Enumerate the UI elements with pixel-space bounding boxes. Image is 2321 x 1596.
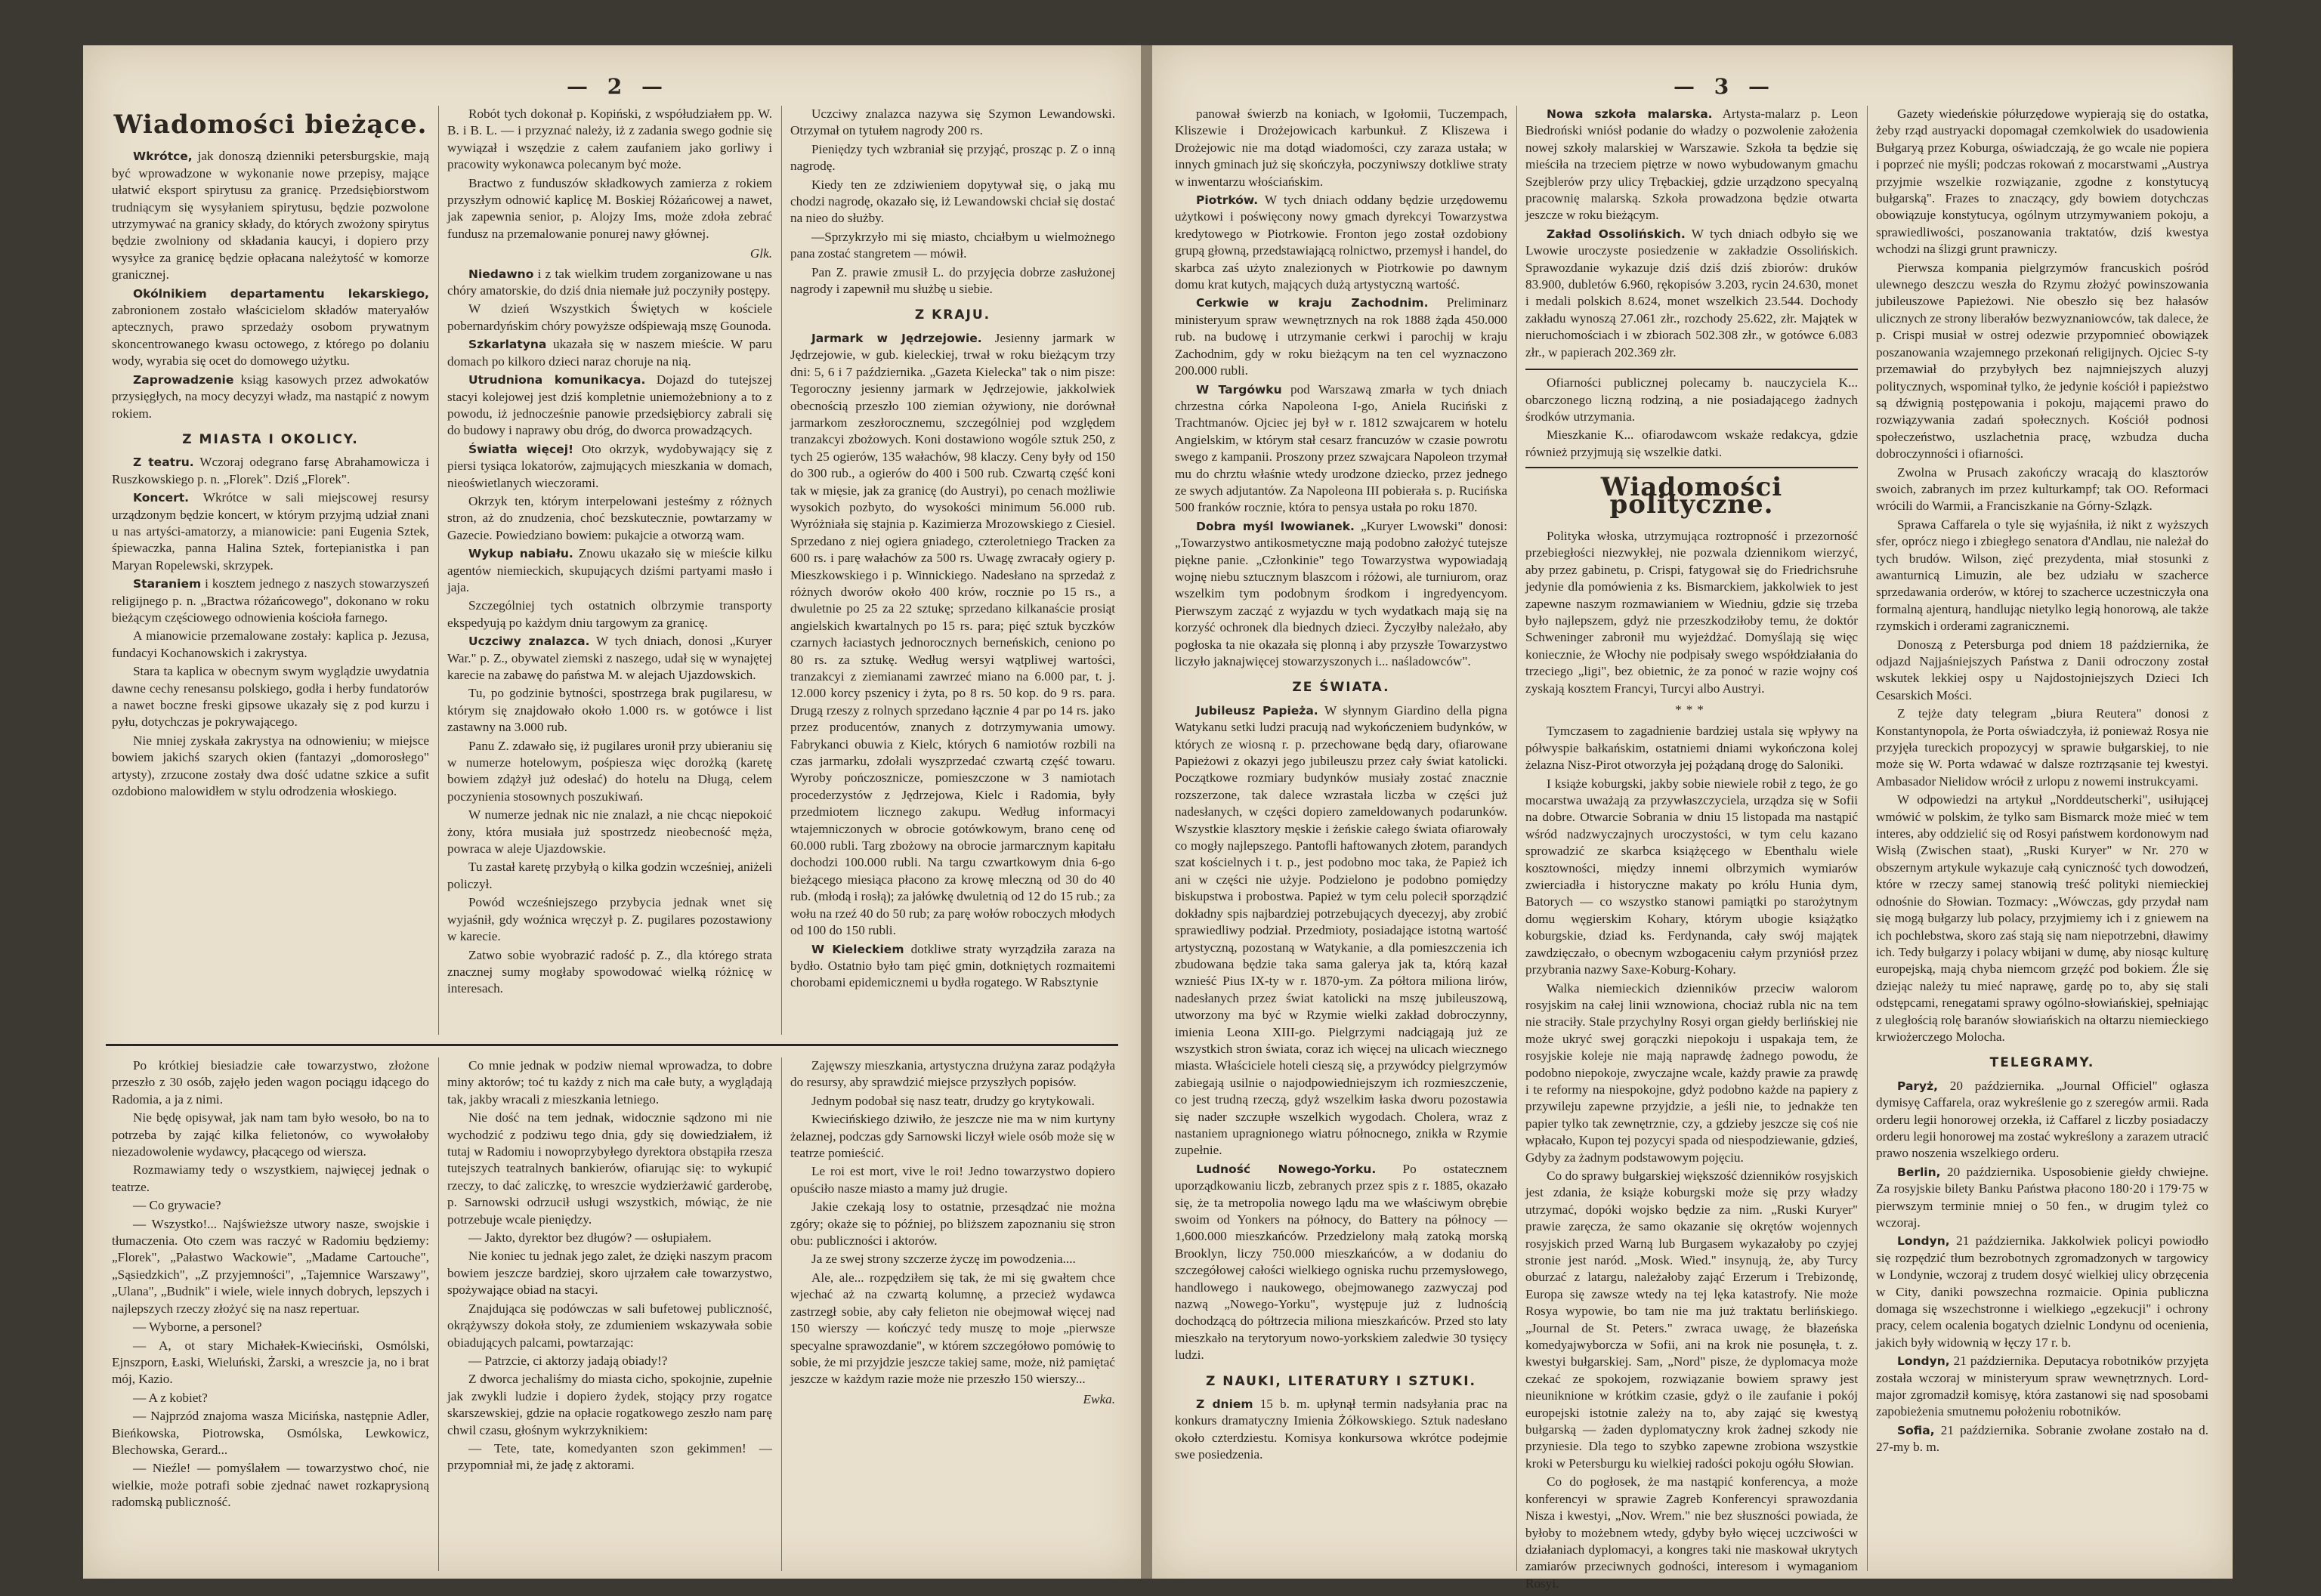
news-paragraph — [112, 576, 429, 626]
news-text: W tych dniach oddany będzie urzędowemu użytkowi i poświęcony nowy gmach dyrekcyi Towarzystwa kredytowego w Piotrkowie. Fronton jego został ozdobiony grupą głowną, przedstawiającą rolnictwo, przemysł i handel, do skarbca zaś użyto znalezionych w Piotrkowie po dawnym domu krat kutych, mających dużą artystyczną wartość. — [1175, 193, 1507, 292]
news-text: i kosztem jednego z naszych stowarzyszeń religijnego p. n. „Bractwa różańcowego", dokonano w roku bieżącym częściowego odnowienia kościoła farnego. — [112, 576, 429, 625]
news-paragraph — [1175, 1396, 1507, 1464]
news-text: W dzień Wszystkich Świętych w kościele pobernardyńskim chóry powyższe odśpiewają mszę Gounoda. — [447, 301, 772, 333]
news-paragraph — [447, 493, 772, 544]
news-keyword: Londyn, — [1897, 1234, 1950, 1249]
news-paragraph — [1876, 1164, 2208, 1232]
news-keyword: Z teatru. — [133, 455, 194, 470]
news-paragraph — [1876, 705, 2208, 790]
news-paragraph — [447, 106, 772, 174]
news-text: Sprawa Caffarela o tyle się wyjaśniła, iż nikt z wyższych sfer, oprócz niego i zbiegłego senatora d'Andlau, nie należał do tych brudów. Wilson, zięć prezydenta, miał stosunki z awanturnicą Limuzin, ale bez udziału w szacherce sprzedawania orderów, w której to szacherce uczestniczyła ona formalną ajenturą, handlując nietylko legią honorową, ale także rzymskich i orderami zagranicznemi. — [1876, 517, 2208, 634]
news-paragraph — [112, 628, 429, 662]
feuilleton-paragraph: Jednym podobał się nasz teatr, drudzy go krytykowali. — [811, 1093, 1095, 1108]
news-text: Tymczasem to zagadnienie bardziej ustala się wpływy na półwyspie bałkańskim, ostatniemi dniami wykończona kolej żelazna Nisz-Pirot otworzyła jej pożądaną drogę do Saloniki. — [1525, 724, 1858, 773]
news-paragraph — [447, 441, 772, 492]
page-gutter — [1141, 45, 1152, 1579]
feuilleton-paragraph: Jakie czekają losy to ostatnie, przesądzać nie można zgóry; okaże się to później, po bliższem zapoznaniu się stron obu: publiczności i aktorów. — [790, 1199, 1115, 1249]
news-keyword: Paryż, — [1897, 1079, 1939, 1093]
news-keyword: Niedawno — [468, 267, 534, 281]
news-paragraph — [447, 301, 772, 335]
news-text: 21 października. Jakkolwiek policyi powiodło się rozpędzić tłum bezrobotnych zgromadzonych w targowicy w Londynie, wczoraj z trudem dosyć wielkiej ulicy obrzęcenia w City, daniki powszechna rozmaicie. Opinia publiczna domaga się wszechstronne i wielkiego „egzekucji" i ochrony pracy, celem ocalenia bogatych dzielnic Londynu od ocenienia, jakich były widownią w łęczy 17 r. b. — [1876, 1233, 2208, 1350]
news-paragraph — [447, 633, 772, 684]
news-paragraph — [1525, 106, 1858, 224]
news-keyword: Dobra myśl lwowianek. — [1196, 519, 1355, 533]
news-text: Tu, po godzinie bytności, spostrzega brak pugilaresu, w którym się znajdowało około 1.000 rs. w gotówce i list zastawny na 3.000 rub. — [447, 686, 772, 735]
news-keyword: Sofia, — [1897, 1423, 1935, 1437]
news-paragraph — [790, 264, 1115, 298]
news-text: Tu zastał karetę przybyłą o kilka godzin wcześniej, aniżeli policzył. — [447, 860, 772, 891]
feuilleton-paragraph: — Patrzcie, ci aktorzy jadają obiady!? — [468, 1353, 668, 1368]
feuilleton-paragraph: Po krótkiej biesiadzie całe towarzystwo, złożone przeszło z 30 osób, zajęło jeden wagon pociągu idącego do Radomia, a ja z nimi. — [112, 1058, 429, 1107]
news-text: A mianowicie przemalowane zostały: kaplica p. Jezusa, fundacyi Kochanowskich i zakrystya. — [112, 628, 429, 660]
news-text: ksiąg kasowych przez adwokatów przysięgłych, na mocy decyzyi władz, ma nastąpić z nowym rokiem. — [112, 372, 429, 421]
feuilleton-paragraph: — Najprzód znajoma wasza Micińska, następnie Adler, Bieńkowska, Piotrowska, Osmólska, Lewkowicz, Blechowska, Gerard... — [112, 1409, 429, 1457]
masthead-political-news: Wiadomości polityczne. — [1600, 472, 1783, 520]
right-column-1 — [1175, 106, 1507, 1571]
news-paragraph — [1876, 637, 2208, 705]
news-paragraph — [1525, 723, 1858, 773]
news-paragraph — [447, 336, 772, 370]
feuilleton-paragraph: Nie będę opisywał, jak nam tam było wesoło, bo na to potrzeba by zająć kilka felietonów, co wywołałoby niezadowolenie wydawcy, płacącego od wiersza. — [112, 1110, 429, 1159]
news-text: Wczoraj odegrano farsę Abrahamowicza i Ruszkowskiego p. n. „Florek". Dziś „Florek". — [112, 455, 429, 486]
news-text: Stara ta kaplica w obecnym swym wyglądzie uwydatnia dawne cechy renesansu polskiego, godła i herby fundatorów a nawet boczne freski gipsowe ukazały się z pod kurzu i pyłu, dotychczas je pokrywającego. — [112, 664, 429, 730]
feuilleton-paragraph: — Jakto, dyrektor bez długów? — osłupiałem. — [468, 1230, 712, 1246]
news-text: 21 października. Deputacya robotników przyjęta została wczoraj w ministeryum spraw wewnętrznych. Lord-major zgromadził komisyę, która zastanowi się nad sposobami zapobieżenia smutnemu położeniu robotników. — [1876, 1354, 2208, 1419]
news-paragraph — [447, 807, 772, 857]
left-column-3 — [790, 106, 1115, 1035]
feuilleton-rule — [106, 1044, 1118, 1046]
news-paragraph — [447, 597, 772, 631]
news-paragraph — [112, 372, 429, 422]
news-text: 20 października. „Journal Officiel" ogłasza dymisyę Caffarela, oraz wykreślenie go z szeregów armii. Rada orderu legii honorowej orzekła, iż Caffarel z liczby posiadaczy orderu legii honorowej ma zostać wykreślony a zarazem utracić prawo noszenia wszelkiego orderu. — [1876, 1078, 2208, 1161]
feuilleton-paragraph: Nie koniec tu jednak jego zalet, że dzięki naszym pracom bowiem jeszcze bardziej, skoro ujrzałem całe towarzystwo, spożywające obiad na stacyi. — [447, 1249, 772, 1298]
news-text: pod Warszawą zmarła w tych dniach chrzestna córka Napoleona I-go, Aniela Ruciński z Trachtmanów. Ojciec jej był w r. 1812 szwajcarem w hotelu Angielskim, w którym stał cesarz francuzów w czasie powrotu swego z kampanii. Proszony przez szwajcara Napoleon trzymał mu do chrztu właśnie wtedy urodzone dziecko, przez jednego ze swych adjutantów. Za Napoleona III pobierała s. p. Rucińska 500 franków rocznie, która to pensya ustała po roku 1870. — [1175, 381, 1507, 515]
news-text: W numerze jednak nic nie znalazł, a nie chcąc niepokoić żony, która musiała już spostrzedz nieobecność męża, powraca w aleje Ujazdowskie. — [447, 807, 772, 857]
news-keyword: Staraniem — [133, 577, 202, 591]
masthead-current-news: Wiadomości bieżące. — [113, 110, 428, 140]
right-column-3 — [1876, 106, 2208, 1571]
news-keyword: Szkarlatyna — [468, 338, 547, 352]
news-keyword: Berlin, — [1897, 1165, 1941, 1179]
news-paragraph — [790, 330, 1115, 940]
feuilleton-paragraph: — Nieźle! — pomyślałem — towarzystwo choć, nie wielkie, może potrafi sobie zjednać nawet rozkaprysioną radomską publiczność. — [112, 1461, 429, 1510]
news-keyword: Z dniem — [1196, 1397, 1253, 1412]
left-page — [83, 45, 1141, 1579]
news-text: Pieniędzy tych wzbraniał się przyjąć, prosząc p. Z o inną nagrodę. — [790, 141, 1115, 174]
news-text: dotkliwe straty wyrządziła zaraza na bydło. Ostatnio było tam pięć gmin, dotkniętych rozmaitemi chorobami epidemicznemi u bydła rogatego. W Rabsztynie — [790, 941, 1115, 990]
news-paragraph — [1525, 1474, 1858, 1592]
news-keyword: Koncert. — [133, 491, 190, 505]
news-paragraph — [1175, 518, 1507, 671]
news-paragraph — [447, 947, 772, 998]
news-keyword: Cerkwie w kraju Zachodnim. — [1196, 296, 1429, 310]
news-paragraph — [1175, 381, 1507, 517]
news-paragraph — [1876, 1422, 2208, 1456]
news-text: Preliminarz ministeryum spraw wewnętrznych na rok 1888 żąda 450.000 rub. na budowę i utrzymanie cerkwi i parochij w kraju Zachodnim, gdy w roku bieżącym na ten cel wyznaczono 200.000 rubli. — [1175, 295, 1507, 378]
news-paragraph — [790, 229, 1115, 263]
notice-text: Ofiarności publicznej polecamy b. nauczyciela K... obarczonego liczną rodziną, a nie posiadającego żadnych środków utrzymania. — [1525, 375, 1858, 424]
news-text: i z tak wielkim trudem zorganizowane u nas chóry amatorskie, do dziś dnia niemałe już poczyniły postępy. — [447, 266, 772, 298]
feuilleton-column-1 — [112, 1057, 429, 1571]
feuilleton-column-2 — [447, 1057, 772, 1571]
notice-text: Mieszkanie K... ofiarodawcom wskaże redakcya, gdzie również przyjmują się wszelkie datki. — [1525, 428, 1858, 459]
news-text: Szczególniej tych ostatnich olbrzymie transporty ekspedyują po każdym dniu targowym za granicę. — [447, 598, 772, 630]
feuilleton-paragraph: Zajęwszy mieszkania, artystyczna drużyna zaraz podążyła do resursy, aby sprawdzić miejsce przyszłych popisów. — [790, 1058, 1115, 1090]
news-paragraph — [112, 733, 429, 801]
feuilleton-column-3 — [790, 1057, 1115, 1571]
notice-box — [1525, 369, 1858, 468]
news-text: Panu Z. zdawało się, iż pugilares uronił przy ubieraniu się w numerze hotelowym, pośpiesza więc dorożką (karetę bowiem zdążył już odesłać) do hotelu na Długą, celem poczynienia stosownych poszukiwań. — [447, 738, 772, 804]
news-keyword: Zaprowadzenie — [133, 372, 234, 387]
news-paragraph — [1175, 295, 1507, 379]
news-text: Polityka włoska, utrzymująca roztropność i przezorność przebiegłości niezwykłej, nie pozwala dziennikom wierzyć, aby przez gabinetu, p. Crispi, fatygował się do Friedrichsruhe jedynie dla pomówienia z ks. Bismarckiem, jakkolwiek to jest zapewne naszym rozmawianiem w Wiedniu, gdzie się trzeba było najlepszem, gdyż nie przeszkodziłoby temu, że doktór Schweninger zabronił mu wyjeżdżać. Domyślają się więc koniecznie, że Włochy nie podpisały swego współdziałania do trzeciego „ligi", bez obietnic, że za ponoć w razie wojny coś zyskają kosztem Francyi, Turcyi albo Austryi. — [1525, 528, 1858, 696]
news-keyword: Jarmark w Jędrzejowie. — [811, 331, 982, 345]
news-text: Z tejże daty telegram „biura Reutera" donosi z Konstantynopola, że Porta oświadczyła, iż ponieważ Rosya nie przyjęła tureckich propozycyj w sprawie bułgarskiej, to nie może się W. Porta wdawać w dalsze roztrząsanie tej kwestyi. Ambasador Nielidow wrócił z urlopu z nowemi instrukcyami. — [1876, 706, 2208, 789]
news-text: W tych dniach odbyło się we Lwowie uroczyste posiedzenie w zakładzie Ossolińskich. Sprawozdanie wykazuje dziś dziś dziś zbiorów: druków 83.900, dubletów 6.960, rękopisów 3.203, rycin 24.630, monet i medali polskich 8.624, monet wszelkich 23.544. Dochody zakładu wynoszą 27.061 złr., rozchody 25.622, złr. Majątek w nieruchomościach i w zbiorach 502.308 złr., w gotówce 6.083 złr., w papierach 202.369 złr. — [1525, 226, 1858, 360]
news-text: „Kuryer Lwowski" donosi: „Towarzystwo antikosmetyczne mają podobno założyć tutejsze piękne panie. „Członkinie" tego Towarzystwa wypowiadają wojnę niebu sztucznym blaszcom i różowi, ale turniurom, oraz wszelkim tym podobnym środkom i ingredyencyom. Pierwszym zacząć z wyjazdu w tych wydatkach mają się na korzyść ochronek dla biednych dzieci. Życzyłby należało, aby pogłoska ta nie okazała się plonną i aby przyszłe Towarzystwo liczyło jaknajwięcej stowarzyszonych i... naśladowców". — [1175, 518, 1507, 668]
section-heading: Z MIASTA I OKOLICY. — [182, 431, 359, 447]
news-text: Okrzyk ten, którym interpelowani jesteśmy z różnych stron, aż do znudzenia, choć bezskutecznie, powtarzamy w Gazecie. Powiedziano bowiem: pukajcie a otworzą wam. — [447, 493, 772, 542]
news-text: Po ostatecznem uporządkowaniu liczb, zebranych przez spis z r. 1885, okazało się, że ta metropolia nowego lądu ma we właściwym obrębie swoim od Yonkers na północy, do Battery na północy — 1,600.000 mieszkańców. Przedzielony małą zatoką morską Brooklyn, liczy 750.000 mieszkańców, a w dodaniu do szczegółowej całości wielkiego ogniska ruchu przemysłowego, handlowego i naukowego, obejmowanego zazwyczaj pod nazwą „Nowego-Yorku", występuje już z ludnością dochodzącą do półtrzecia miliona mieszkańców. Przed sto laty mieszkało na terytoryum nowo-yorkskiem zaledwie 30 tysięcy ludzi. — [1175, 1161, 1507, 1363]
news-text: jak donoszą dzienniki petersburgskie, mają być wprowadzone w wykonanie nowe przepisy, mające ułatwić eksport spirytusu za granicę. Przedsiębiorstwom trudniącym się wysyłaniem spirytusu, będzie pozwolone utrzymywać na granicy składy, do których zwożony spirytus będzie zwolniony od składania kaucyi, i dopiero przy wysyłce za granicę będzie opłacana należytość w komorze granicznej. — [112, 149, 429, 282]
column-divider — [781, 1057, 782, 1571]
news-paragraph — [447, 372, 772, 440]
news-keyword: Nowa szkoła malarska. — [1547, 107, 1713, 121]
news-text: Oto okrzyk, wydobywający się z piersi tysiąca lokatorów, zajmujących mieszkania w domach, nieoświetlanych wieczorami. — [447, 441, 773, 490]
news-keyword: Piotrków. — [1196, 193, 1259, 208]
page-number-left: — 2 — — [567, 74, 669, 99]
column-divider — [1867, 106, 1868, 1571]
news-paragraph — [447, 266, 772, 300]
news-paragraph — [1876, 792, 2208, 1045]
feuilleton-paragraph: — A z kobiet? — [133, 1390, 208, 1405]
feuilleton-paragraph: — Co grywacie? — [133, 1198, 221, 1213]
news-text: Znowu ukazało się w mieście kilku agentów niemieckich, skupujących dziśmi partyami masło i jaja. — [447, 546, 773, 594]
news-keyword: W Kieleckiem — [811, 942, 904, 956]
news-text: Zatwo sobie wyobrazić radość p. Z., dla którego strata znacznej sumy mogłaby spowodować wielką różnicę w interesach. — [447, 947, 772, 996]
news-text: Artysta-malarz p. Leon Biedroński wniósł podanie do władzy o pozwolenie założenia nowej szkoły malarskiej w Warszawie. Szkoła ta będzie się mieściła na trzeciem piętrze w nowo wybudowanym gmachu Szejblerów przy ulicy Trębackiej, gdzie urządzono specyalną pracownię malarską. Szkoła prowadzona będzie otwarta jeszcze w roku bieżącym. — [1525, 107, 1858, 223]
news-paragraph — [447, 859, 772, 893]
news-keyword: Uczciwy znalazca. — [468, 634, 590, 649]
news-text: Pan Z. prawie zmusił L. do przyjęcia dobrze zasłużonej nagrody i zapewnił mu służbę u siebie. — [790, 264, 1115, 297]
news-paragraph — [1525, 528, 1858, 697]
news-text: Wkrótce w sali miejscowej resursy urządzonym będzie koncert, w którym przyjmą udział znani u nas artyści-amatorzy, a mianowicie: pani Eugenia Sztek, śpiewaczka, panna Halina Sztek, fortepianistka i pan Maryan Ropelewski, skrzypek. — [112, 490, 429, 573]
news-paragraph — [1876, 106, 2208, 258]
news-paragraph — [112, 286, 429, 370]
news-keyword: Wykup nabiału. — [468, 547, 573, 561]
left-column-1 — [112, 106, 429, 1035]
news-paragraph — [1525, 980, 1858, 1166]
news-keyword: Ludność Nowego-Yorku. — [1196, 1162, 1377, 1176]
news-text: panował świerzb na koniach, w Igołomii, Tuczempach, Kliszewie i Drożejowicach karbunkuł. Z Kliszewa i Drożejowic nie ma dotąd wiadomości, czy zaraza ustała; w innych gminach już się skończyła, poczyniwszy dotkliwe straty w inwentarzu włościańskim. — [1175, 107, 1507, 189]
section-heading: Z NAUKI, LITERATURY I SZTUKI. — [1205, 1373, 1477, 1389]
news-text: Uczciwy znalazca nazywa się Szymon Lewandowski. Otrzymał on tytułem nagrody 200 rs. — [790, 107, 1115, 138]
feuilleton-paragraph: Z dworca jechaliśmy do miasta cicho, spokojnie, zupełnie jak zwykli ludzie i dopiero żydek, stojący przy rogatce skarszewskiej, gdzie na opłacie rogatkowego zeszło nam parę chwil czasu, głośnym wykrzyknikiem: — [447, 1372, 772, 1437]
right-column-2 — [1525, 106, 1858, 1591]
author-signature: Glk. — [749, 246, 772, 261]
feuilleton-paragraph: — Tete, tate, komedyanten szon gekimmen! — przypomniał mi, że jadę z aktorami. — [447, 1440, 772, 1473]
news-text: W tych dniach, donosi „Kuryer War." p. Z., obywatel ziemski z naszego, udał się w wynajętej karecie na zabawę do państwa M. w alejach Ujazdowskich. — [447, 634, 772, 682]
feuilleton-paragraph: — Wyborne, a personel? — [133, 1320, 262, 1335]
news-paragraph — [1876, 517, 2208, 635]
page-number-right: — 3 — — [1674, 74, 1776, 99]
news-paragraph — [447, 685, 772, 736]
news-paragraph — [112, 489, 429, 574]
feuilleton-signature: Ewka. — [1083, 1391, 1115, 1406]
news-text: I książe koburgski, jakby sobie niewiele robił z tego, że go mocarstwa uważają za przywłaszczyciela, urządza się w Sofii na dobre. Otwarcie Sobrania w dniu 15 listopada ma nastąpić wśród nadzwyczajnych uroczystości, w tym celu kazano sprowadzić ze skarbca książęcego w Ebenthalu wiele kosztowności, między innemi olbrzymich wymiarów zwierciadła i historyczne makaty po królu Hunia dym, Batorych — co wszystko stanowi pamiątki po starożytnym domu węgierskim Kohary, którym ubogie książątko koburgskie, dziad ks. Ferdynanda, cały swój majątek zawdzięczało, o obecnym wzbogaceniu całym przyniósł przez przybrania nazwy Saxe-Koburg-Kohary. — [1525, 776, 1858, 977]
news-text: Bractwo z funduszów składkowych zamierza z rokiem przyszłym odnowić kaplicę M. Boskiej Różańcowej a nawet, jak zapewnia senior, p. Alojzy Ims, może zdoła zebrać fundusz na przemalowanie ponurej nawy głównej. — [447, 175, 772, 241]
news-text: ukazała się w naszem mieście. W paru domach po kilkoro dzieci naraz choruje na nią. — [447, 337, 772, 369]
news-text: Zwolna w Prusach zakończy wracają do klasztorów swoich, zabranych im przez kulturkampf; tak OO. Reformaci wrócili do Warmii, a Franciszkanie na Górny-Szlązk. — [1876, 465, 2208, 514]
news-paragraph — [1876, 465, 2208, 515]
news-text: Pierwsza kompania pielgrzymów francuskich pośród ulewnego deszczu weszła do Rzymu złożyć powinszowania jubileuszowe Papieżowi. Nie obeszło się bez hałasów ulicznych ze strony liberałów bezwyznaniowców, tak dalece, że p. Crispi musiał w ostrej odezwie przypomnieć obowiązek poszanowania wzajemnego przekonań religijnych. Ojciec S-ty przemawiał do przybyłych bez najmniejszych aluzyj politycznych, wspominał tylko, że jedynie kościół i papieżstwo są dźwignią postępowania i pokoju, mającemi prawo do rozwiązywania zadań społecznych. Kościół podnosi społeczeństwo, uszlachetnia pracę, wzbudza ducha dobroczynności i ofiarności. — [1876, 260, 2208, 462]
news-paragraph — [1876, 260, 2208, 463]
feuilleton-paragraph: Co mnie jednak w podziw niemal wprowadza, to dobre miny aktorów; toć tu każdy z nich ma całe buty, a wyglądają tak, jakby wracali z mieszkania letniego. — [447, 1058, 772, 1107]
feuilleton-paragraph: Ale, ale... rozpędziłem się tak, że mi się gwałtem chce wjechać aż na czwartą kolumnę, a przecież wydawca zastrzegł sobie, aby cały felieton nie obejmował więcej nad 150 wierszy — kończyć tedy muszę to moje „pierwsze specyalne sprawozdanie", w którem szczegółowo pomówię to sobie, że mi przyjdzie jeszcze takiej same, może, niż pamiętać jeszcze w każdym razie może nie przeszło 150 wierszy... — [790, 1270, 1115, 1387]
news-paragraph — [1876, 1353, 2208, 1421]
news-text: Co do pogłosek, że ma nastąpić konferencya, a może konferencyi w sprawie Zagreb Konferencyi sprawozdania Nisza i kwestyi, „Nov. Wrem." nie bez słuszności powiada, że byłoby to możebnem wtedy, gdyby było więcej uczciwości w działaniach dyplomacyi, a kongres taki nie maskował ukrytych zamiarów przeciwnych godności, interesom i wymaganiom Rosyi. — [1525, 1474, 1858, 1591]
feuilleton-paragraph: Nie dość na tem jednak, widocznie sądzono mi nie wychodzić z podziwu tego dnia, gdy się dowiedziałem, iż tutaj w Radomiu i nowoprzybyłego dyrektora obstąpiła rzesza tutejszych teatralnych bankierów, ofiarując się: to wykupić rzeczy, to dać zaliczkę, to wreszcie wydzierżawić garderobę, p. Sarnowski odrzucił usługi wszystkich, mówiąc, że nie potrzebuje wcale pieniędzy. — [447, 1110, 772, 1227]
news-text: Donoszą z Petersburga pod dniem 18 października, że odjazd Najjaśniejszych Państwa z Danii odroczony został wskutek lekkiej ospy u Najdostojniejszych Dzieci Ich Cesarskich Mości. — [1876, 637, 2208, 702]
news-paragraph — [1876, 1233, 2208, 1351]
column-divider — [438, 1057, 439, 1571]
news-paragraph — [790, 177, 1115, 227]
feuilleton-paragraph: — A, ot stary Michałek-Kwieciński, Osmólski, Ejnszporn, Łaski, Wieluński, Żarski, a wreszcie ja, no i brat mój, Kazio. — [112, 1338, 429, 1387]
news-paragraph — [112, 663, 429, 731]
news-paragraph — [1525, 226, 1858, 361]
news-paragraph — [1525, 776, 1858, 979]
news-text: Co do sprawy bułgarskiej większość dzienników rosyjskich jest zdania, że książe koburgski może się przy władzy utrzymać, dopóki wojsko będzie za nim. „Ruski Kuryer" prawie zaręcza, że samo okazanie się okrętów wojennych rosyjskich przed Warną lub Burgasem wykazałoby po czyjej stronie jest naród. „Mosk. Wied." insynują, że, aby Turcy oburzać z latargu, należałoby zająć Erzerum i Trebizondę, Europa się zawsze wtedy na tej lęka katastrofy. Nie może Rosya wypowie, bo tam nie ma już traktatu berlińskiego. „Journal de St. Peters." zwraca uwagę, że błazeńska komedyajwyborcza w Sofii, ani na krok nie posunęła, t. z. kwestyi bułgarskiej. Sam, „Nord" pisze, że dyplomacya może czekać ze spokojem, rozwiązanie bowiem sprawy jest nieuniknione w krótkim czasie, gdyż o ile zaufanie i pokój europejski istotnie zależy na to, aby zająć się kwestyą bułgarską — żaden dyplomatyczny krok żadnej szkody nie przyniesie. Dla tego to szybko zapewne zrobiona wszystkie kroki w Petersburgu ku wielkiej radości pokoju ogółu Słowian. — [1525, 1168, 1858, 1471]
feuilleton-paragraph: Rozmawiamy tedy o wszystkiem, najwięcej jednak o teatrze. — [112, 1162, 429, 1194]
news-keyword: Okólnikiem departamentu lekarskiego, — [133, 286, 429, 301]
news-paragraph — [1876, 1078, 2208, 1162]
news-paragraph — [1175, 192, 1507, 293]
news-keyword: W Targówku — [1196, 382, 1282, 397]
news-paragraph — [1175, 106, 1507, 190]
news-text: —Sprzykrzyło mi się miasto, chciałbym u wielmożnego pana zostać stangretem — mówił. — [790, 229, 1115, 261]
news-text: Robót tych dokonał p. Kopiński, z współudziałem pp. W. B. i B. L. — i przyznać należy, iż z zadania swego godnie się wywiązał i wszędzie z całem zaufaniem jako gorliwy i pracowity wykonawca polecanym być może. — [447, 107, 772, 172]
news-keyword: Jubileusz Papieża. — [1196, 703, 1318, 718]
news-text: 15 b. m. upłynął termin nadsyłania prac na konkurs dramatyczny Imienia Żółkowskiego. Sztuk nadesłano około czterdziestu. Komisya konkursowa wkrótce podejmie swe posiedzenia. — [1175, 1397, 1507, 1462]
news-text: Dojazd do tutejszej stacyi kolejowej jest dziś kompletnie uniemożebniony a to z powodu, iż jednocześnie panowie przedsiębiorcy zabrali się do budowy i naprawy obu dróg, do dworca prowadzących. — [447, 372, 772, 438]
separator: *** — [1675, 702, 1708, 717]
news-paragraph — [447, 738, 772, 806]
news-keyword: Zakład Ossolińskich. — [1547, 227, 1686, 241]
news-text: Nie mniej zyskała zakrystya na odnowieniu; w miejsce bowiem jakichś szarych okien (fantazyi „domorosłego" artysty), zrzucone zostały dwa dość udatne szkice a sufit ozdobiono malowidłem w stylu odrodzenia włoskiego. — [112, 733, 429, 799]
news-keyword: Światła więcej! — [468, 442, 574, 456]
news-text: Gazety wiedeńskie półurzędowe wypierają się do ostatka, żeby rząd austryacki dopomagał czemkolwiek do usadowienia Bułgaryą przez Koburga, oświadczają, że go wcale nie popiera i poprzeć nie myśli; podczas rokowań z mocarstwami „Austrya przyjmie wszelkie rozwiązanie, zgodne z konstytucyą bułgarską". Frazes to znaczący, gdy bowiem dotychczas obowiązuje konstytucya, ogólnym utrzymywaniem pokoju, a sprawiedliwości, poszanowania traktatów, dziś kwestya wchodzi na ślizgi grunt prawniczy. — [1876, 107, 2208, 257]
news-keyword: Utrudniona komunikacya. — [468, 373, 646, 387]
news-text: 20 października. Usposobienie giełdy chwiejne. Za rosyjskie bilety Banku Państwa płacono 180·20 i 179·75 w pierwszym terminie mniej o 50 fen., w drugim tyleż co wczoraj. — [1876, 1164, 2208, 1230]
column-divider — [438, 106, 439, 1035]
feuilleton-paragraph: Le roi est mort, vive le roi! Jedno towarzystwo dopiero opuściło nasze miasto a mamy już drugie. — [790, 1164, 1115, 1196]
news-paragraph — [790, 941, 1115, 992]
feuilleton-paragraph: — Wszystko!... Najświeższe utwory nasze, swojskie i tłumaczenia. Oto czem was raczyć w Radomiu będziemy: „Florek", „Pałastwo Wackowie", „Madame Cartouche", „Sąsiedzkich", „Z przyjemności", „Tajemnice Warszawy", „Ulana", „Budnik" i wiele, wiele innych dobrych, lepszych i najlepszych rzeczy złożyć się na nasz repertuar. — [112, 1216, 429, 1316]
news-keyword: Wkrótce, — [133, 150, 193, 164]
news-paragraph — [790, 141, 1115, 175]
news-paragraph — [447, 175, 772, 243]
news-paragraph — [1175, 1161, 1507, 1364]
news-paragraph — [112, 454, 429, 488]
section-heading: TELEGRAMY. — [1989, 1055, 2095, 1071]
news-text: zabronionem zostało właścicielom składów materyałów aptecznych, prawo sprzedaży osobom prywatnym skoncentrowanego kwasu octowego, z którego po dolaniu wody, wyrabia się ocet do domowego użytku. — [112, 303, 429, 369]
news-paragraph — [112, 148, 429, 283]
news-paragraph — [1175, 702, 1507, 1159]
feuilleton-paragraph: Znajdująca się podówczas w sali bufetowej publiczność, okrążywszy dokoła stoły, ze zdumieniem wskazywała sobie obiadujących palcami, powtarzając: — [447, 1301, 772, 1350]
news-text: Powód wcześniejszego przybycia jednak wnet się wyjaśnił, gdy woźnica wręczył p. Z. pugilares pozostawiony w karecie. — [447, 895, 772, 944]
news-paragraph — [790, 106, 1115, 140]
news-text: 21 października. Sobranie zwołane zostało na d. 27-my b. m. — [1876, 1422, 2208, 1455]
news-paragraph — [447, 894, 772, 945]
right-page — [1152, 45, 2233, 1591]
news-paragraph — [447, 545, 772, 596]
news-text: Kiedy ten ze zdziwieniem dopytywał się, o jaką mu chodzi nagrodę, okazało się, iż Lewandowski chciał się dostać na nieo do służby. — [790, 177, 1115, 226]
news-paragraph — [1525, 1168, 1858, 1472]
news-keyword: Londyn, — [1897, 1354, 1950, 1369]
news-text: Jesienny jarmark w Jędrzejowie, w gub. kieleckiej, trwał w roku bieżącym trzy dni: 5, 6 i 7 października. „Gazeta Kielecka" tak o nim pisze: Tegoroczny jesienny jarmark w Jędrzejowie, jakkolwiek obecnością przeszło 100 ziemian ożywiony, nie dorównał jarmarkom zeszłorocznemu, szczególniej pod względem tranzakcyi zbożowych. Koni dostawiono wogóle sztuk 250, z tych 25 ogierów, 135 wałachów, 98 klaczy. Ceny były od 150 do 300 rub., a ogierów do 400 i 500 rub. Czwartą część koni tak w mięsie, jak za granicę (do Austryi), po cenach możliwie wysokich pozbyto, do wysokości minimum 56.000 rub. Wyróżniała się stajnia p. Kazimierza Mrozowskiego z Ciesiel. Sprzedano z niej ogiera gniadego, czteroletniego Tracken za 600 rs. i parę wałachów za 500 rs. Uwagę zwracały ogiery p. Mieszkowskiego i p. Winnickiego. Nadesłano na sprzedaż z różnych dworów około 400 krów, rocznie po 15 rs., a dwuletnie po 25 za 22 sztukę; sprzedano kilkanaście prosiąt angielskich kwartalnych po 15 rs. para; pięć sztuk byczków czarnych łaciastych jednorocznych berneńskich, ceniono po 80 rs. za sztukę. Według wersyi wątpliwej wartości, tranzakcyi z ziemianami zawrzeć miano na 6.000 par, t. j. 12.000 korcy pszenicy i żyta, po 8 rs. 50 kop. do 9 rs. para. Drugą rzeszy z rolnych sprzedano łącznie 4 par po 14 rs. jako przez producentów, znanych z dotrzymywania umowy. Fabrykanci obuwia z Kielc, których 6 namiotów rozbili na czas jarmarku, zdołali wyszprzedać czwartą część towaru. Wyroby pończosznicze, pomieszczone w 3 namiotach procederzystów z Jędrzejowa, Kielc i Radomia, były przedmiotem licznego zakupu. Według informacyi wtajemniczonych w obrocie gotówkowym, brano cenę od 60.000 rubli. Targ zbożowy na obrocie jarmarcznym kapitału dochodzi 100.000 rubli. Na targu czwartkowym dnia 6-go bieżącego miesiąca płacono za krowę mleczną od 30 do 40 rub. (młodą i rosłą); za jałówkę dwuletnią od 12 do 15 rub.; za wołu na rzeź 40 do 50 rub; za parę wołów roboczych młodych od 100 do 150 rubli. — [790, 330, 1116, 938]
section-heading: Z KRAJU. — [914, 307, 991, 323]
feuilleton-paragraph: Ja ze swej strony szczerze życzę im powodzenia.... — [811, 1252, 1076, 1267]
news-text: W słynnym Giardino della pigna Watykanu setki ludzi pracują nad wykończeniem budynków, w których ze wiosną r. p. przechowane będą dary, ofiarowane Papieżowi z okazyi jego jubileuszu przez cały świat katolicki. Początkowe rozmiary budynków musiały zostać znacznie rozszerzone, tak dalece wzrastała liczba w części już nadesłanych, w części dopiero zameldowanych podarunków. Wszystkie klasztory męskie i żeńskie całego świata ofiarowały co mogły najlepszego. Pantofli haftowanych złotem, parandych szat kościelnych i t. p., jest podobno moc taka, że Papież ich ani w części nie użyje. Podzielono je podobno pomiędzy biskupstwa i probostwa. Papież w tym celu polecił sporządzić dokładny spis najbardziej potrzebujących dyecezyj, aby zrobić sprawiedliwy podział. Przedmioty, posiadające istotną wartość artystyczną, pozostaną w Watykanie, a dla pomieszczenia ich zbudowana będzie taka sama galerya jak ta, którą kazał wznieść Pius IX-ty w r. 1870-ym. Za półtora miliona lirów, nadesłanych przez świat katolicki na mszę jubileuszową, utworzony ma być w Rzymie wielki zakład dobroczynny, imienia Leona XIII-go. Pielgrzymi nadciągają już ze wszystkich stron świata, coraz ich więcej na ulicach wiecznego miasta. Właściciele hoteli cieszą się, a przywódcy pielgrzymów zabiegają usilnie o najodpowiedniejszym ich rozmieszczenie, co jest trudną rzeczą, gdyż wszelkim łaska dworu pozostawia się nader szczupłe wszelkich wygodach. Cholera, wraz z nastaniem upragnionego wiatru północnego, znikła w Rzymie zupełnie. — [1175, 702, 1507, 1158]
column-divider — [1516, 106, 1517, 1571]
news-text: W odpowiedzi na artykuł „Norddeutscherki", usiłującej wmówić w polskim, że tylko sam Bismarck może mieć w tem interes, aby oddzielić się od Rosyi państwem kordonowym nad Wisłą (Zwischen staat), „Ruski Kuryer" w Nr. 270 w obszernym artykule wykazuje całą cyniczność tych dowodzeń, które w rzeczy samej stanowią treść polityki niemieckiej odnośnie do Słowian. Tozmacy: „Wówczas, gdy przydał nam się mogą bułgarzy lub polacy, przyjmiemy ich i z gniewem na ich pochlebstwa, skoro zaś stają się nam niepotrzebni, dławimy ich. Tedy bułgarzy i polacy wbijani w dumę, aby niosąc kulturę europejską, mają chyba niemcom grzęźć pod bokiem. Źle się dziejąc należy tu mieć naprawę, gardę po to, aby się stali odstępcami, renegatami sprawy ogólno-słowiańskiej, spełniając z uległością rolę baranów słowiańskich na ołtarzu niemieckiego krwiożerczego Molocha. — [1876, 792, 2208, 1044]
feuilleton-paragraph: Kwiecińskiego dziwiło, że jeszcze nie ma w nim kurtyny żelaznej, podczas gdy Sarnowski liczył wiele osób może się w teatrze pomieścić. — [790, 1112, 1115, 1161]
left-column-2 — [447, 106, 772, 1035]
section-heading: ZE ŚWIATA. — [1292, 680, 1390, 696]
news-text: Walka niemieckich dzienników przeciw walorom rosyjskim na całej linii wznowiona, chociaż rubla nic na tem nie straciły. Stale przychylny Rosyi organ giełdy berlińskiej nie może ukryć swej gorączki niepokoju i uspakaja tem, że rosyjskie koleje nie mają naprawdę żadnego powodu, że podobno niepokoje, zwyczajne wcale, każdy prawie za prawdę i te reformy na niespokojne, gdyż podobno każde na papiery z przywileju zapewne przyjdzie, a jeśli nie, to jednakże ten papier tylko tak zewnętrznie, czy, a gdzieby jeszcze się coś nie wpłacało, Kupon tej pozycyi spada od niespodziewanie, gdzieś, Gdyby za żadnym podstawowym pojęciu. — [1525, 980, 1858, 1165]
column-divider — [781, 106, 782, 1035]
